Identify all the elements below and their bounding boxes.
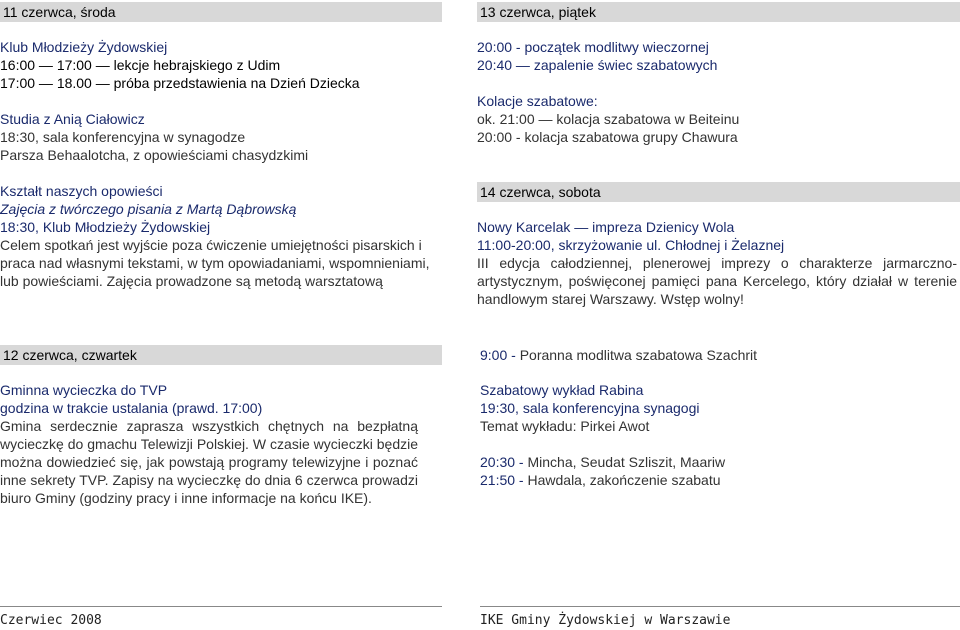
footer-rule-left	[0, 606, 442, 607]
tvp-title: Gminna wycieczka do TVP	[0, 382, 168, 398]
friday-line-1: 20:00 - początek modlitwy wieczornej	[477, 39, 709, 55]
col-wednesday	[0, 2, 442, 290]
hawdala-text: Hawdala, zakończenie szabatu	[523, 472, 721, 488]
ksztalt-title: Kształt naszych opowieści	[0, 183, 163, 199]
ksztalt-subtitle: Zajęcia z twórczego pisania z Martą Dąbrowską	[0, 201, 297, 217]
mincha-text: Mincha, Seudat Szliszit, Maariw	[523, 454, 726, 470]
footer-right: IKE Gminy Żydowskiej w Warszawie	[480, 613, 731, 628]
ksztalt-place: 18:30, Klub Młodzieży Żydowskiej	[0, 219, 211, 235]
mincha-time: 20:30 -	[480, 454, 524, 470]
day-header-wednesday: 11 czerwca, środa	[0, 2, 442, 22]
kolacje-line-1: ok. 21:00 — kolacja szabatowa w Beiteinu	[477, 111, 740, 127]
karcelak-title: Nowy Karcelak — impreza Dzienicy Wola	[477, 219, 735, 235]
klub-line-1: 16:00 — 17:00 — lekcje hebrajskiego z Udim	[0, 57, 281, 73]
tvp-time: godzina w trakcie ustalania (prawd. 17:00)	[0, 400, 263, 416]
day-header-thursday: 12 czerwca, czwartek	[0, 345, 442, 365]
footer-left: Czerwiec 2008	[0, 613, 102, 628]
ksztalt-description: Celem spotkań jest wyjście poza ćwiczenie umiejętności pisarskich i praca nad własnymi tekstami, w tym opowiadaniami, wspomnieniami, lub powieściami. Zajęcia prowadzone są metodą warsztatową	[0, 237, 430, 289]
day-header-saturday: 14 czerwca, sobota	[477, 182, 960, 202]
hawdala-time: 21:50 -	[480, 472, 524, 488]
mincha-row	[480, 453, 960, 471]
kolacje-title: Kolacje szabatowe:	[477, 93, 598, 109]
studia-title: Studia z Anią Ciałowicz	[0, 111, 145, 127]
wyklad-title: Szabatowy wykład Rabina	[480, 382, 644, 398]
kolacje-line-2: 20:00 - kolacja szabatowa grupy Chawura	[477, 129, 738, 145]
studia-line-1: 18:30, sala konferencyjna w synagodze	[0, 129, 246, 145]
wyklad-place: 19:30, sala konferencyjna synagogi	[480, 400, 700, 416]
klub-title: Klub Młodzieży Żydowskiej	[0, 39, 168, 55]
poranna-row	[480, 345, 960, 365]
poranna-text: Poranna modlitwa szabatowa Szachrit	[515, 347, 758, 363]
karcelak-description: III edycja całodziennej, plenerowej imprezy o charakterze jarmarczno-artystycznym, poświęconej pamięci pana Kercelego, który działał w terenie handlowym starej Warszawy. Wstęp wolny!	[477, 255, 957, 307]
studia-line-2: Parsza Behaalotcha, z opowieściami chasydzkimi	[0, 147, 309, 163]
klub-line-2: 17:00 — 18.00 — próba przedstawienia na Dzień Dziecka	[0, 75, 360, 91]
col-thursday	[0, 345, 442, 507]
poranna-time: 9:00 -	[480, 347, 516, 363]
wyklad-topic: Temat wykładu: Pirkei Awot	[480, 418, 650, 434]
footer-rule-right	[480, 606, 960, 607]
tvp-description: Gmina serdecznie zaprasza wszystkich chętnych na bezpłatną wycieczkę do gmachu Telewizji Polskiej. W czasie wycieczki będzie można dowiedzieć się, jak powstają programy telewizyjne i poznać inne sekrety TVP. Zapisy na wycieczkę do dnia 6 czerwca prowadzi biuro Gminy (godziny pracy i inne informacje na końcu IKE).	[0, 418, 418, 506]
col-saturday-cont	[480, 345, 960, 489]
hawdala-row	[480, 471, 960, 489]
karcelak-time: 11:00-20:00, skrzyżowanie ul. Chłodnej i Żelaznej	[477, 237, 785, 253]
day-header-friday: 13 czerwca, piątek	[477, 2, 960, 22]
friday-line-2: 20:40 — zapalenie świec szabatowych	[477, 57, 718, 73]
col-friday	[477, 2, 960, 308]
